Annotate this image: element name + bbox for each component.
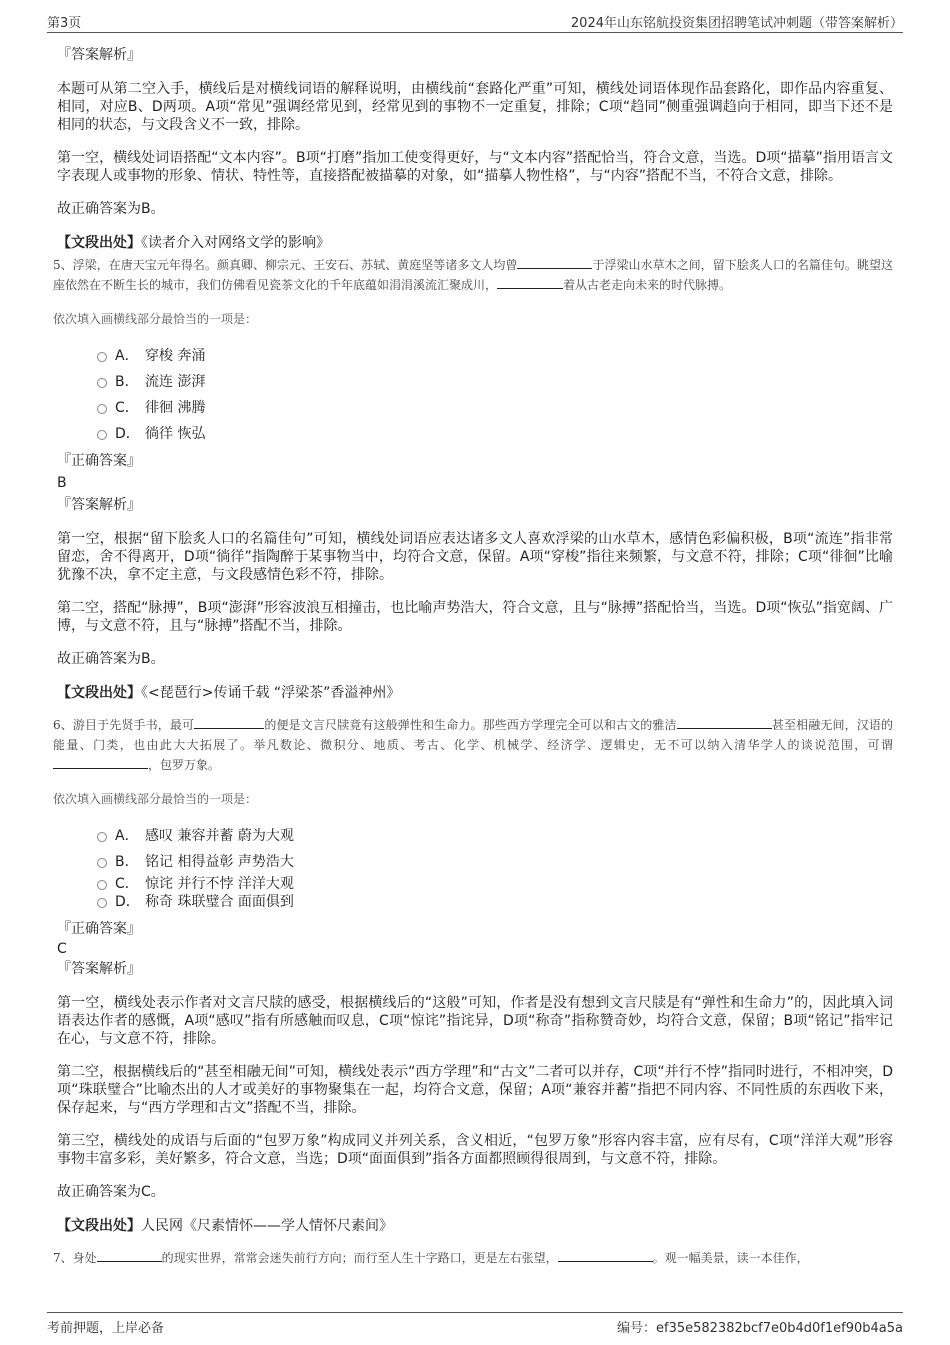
radio-button[interactable]: [97, 378, 107, 388]
analysis-label: 『答案解析』: [57, 47, 141, 63]
page-footer: [47, 1312, 903, 1337]
page-number: 第3页: [47, 16, 82, 31]
analysis-paragraph: 第二空，根据横线后的“甚至相融无间”可知，横线处表示“西方学理”和“古文”二者可以并存，C项“并行不悖”指同时进行，不相冲突，D项“珠联璧合”比喻杰出的人才或美好的事物聚集在一起，均符合文意，保留；A项“兼容并蓄”指把不同内容、不同性质的东西收下来，保存起来，与“西方学理和古文”搭配不当，排除。: [57, 1064, 893, 1116]
correct-answer: C: [57, 941, 67, 957]
page-header: [47, 10, 903, 33]
option-b[interactable]: B． 流连 澎湃: [97, 369, 893, 395]
blank-line: [558, 1249, 653, 1262]
question-6-stem: 6、游目于先贤手书，最可 的便是文言尺牍竟有这般弹性和生命力。那些西方学理完全可以和古文的雅洁 甚至相融无间，汉语的能量、门类，也由此大大拓展了。举凡数论、微积分、地质、考古、化学、机械学、经济学、逻辑史，无不可以纳入清华学人的谈说范围，可谓，包罗万象。: [53, 718, 893, 772]
radio-button[interactable]: [97, 898, 107, 908]
analysis-paragraph: 本题可从第二空入手，横线后是对横线词语的解释说明，由横线前“套路化严重”可知，横线处词语体现作品套路化，即作品内容重复、相同，对应B、D两项。A项“常见”强调经常见到，经常见到的事物不一定重复，排除；C项“趋同”侧重强调趋向于相同，即当下还不是相同的状态，与文段含义不一致，排除。: [57, 81, 893, 133]
analysis-paragraph: 第二空，搭配“脉搏”，B项“澎湃”形容波浪互相撞击，也比喻声势浩大，符合文意，且与“脉搏”搭配恰当，当选。D项“恢弘”指宽阔、广博，与文意不符，且与“脉搏”搭配不当，排除。: [57, 600, 893, 634]
question-7-stem: 7、身处 的现实世界，常常会迷失前行方向；而行至人生十字路口，更是左右张望， 。观一幅美景，读一本佳作，: [53, 1251, 809, 1265]
option-c[interactable]: C． 惊诧 并行不悖 洋洋大观: [97, 875, 893, 893]
analysis-paragraph: 故正确答案为B。: [57, 201, 165, 217]
option-c[interactable]: C． 徘徊 沸腾: [97, 395, 893, 421]
blank-line: [194, 716, 264, 729]
radio-button[interactable]: [97, 858, 107, 868]
question-6-options: [97, 823, 893, 913]
analysis-paragraph: 第三空，横线处的成语与后面的“包罗万象”构成同义并列关系，含义相近，“包罗万象”形容内容丰富，应有尽有，C项“洋洋大观”形容事物丰富多彩，美好繁多，符合文意，当选；D项“面面俱到”指各方面都照顾得很周到，与文意不符，排除。: [57, 1133, 893, 1167]
question-5-stem: 5、浮梁，在唐天宝元年得名。颜真卿、柳宗元、王安石、苏轼、黄庭坚等诸多文人均曾 于浮梁山水草木之间，留下脍炙人口的名篇佳句。眺望这座依然在不断生长的城市，我们仿佛看见瓷茶文化的千年底蕴如涓涓溪流汇聚成川， 着从古老走向未来的时代脉搏。: [53, 258, 893, 292]
option-d[interactable]: D． 称奇 珠联璧合 面面俱到: [97, 893, 893, 913]
radio-button[interactable]: [97, 832, 107, 842]
question-5-options: [97, 343, 893, 447]
question-prompt: 依次填入画横线部分最恰当的一项是：: [53, 312, 258, 326]
analysis-paragraph: 故正确答案为B。: [57, 651, 165, 667]
option-d[interactable]: D． 徜徉 恢弘: [97, 421, 893, 447]
analysis-label: 『答案解析』: [57, 961, 141, 977]
document-title: 2024年山东铭航投资集团招聘笔试冲刺题（带答案解析）: [570, 16, 903, 31]
blank-line: [97, 1249, 162, 1262]
question-prompt: 依次填入画横线部分最恰当的一项是：: [53, 792, 258, 806]
footer-slogan: 考前押题，上岸必备: [47, 1321, 165, 1336]
correct-answer-label: 『正确答案』: [57, 453, 141, 469]
correct-answer-label: 『正确答案』: [57, 921, 141, 937]
source-citation: 【文段出处】《读者介入对网络文学的影响》: [57, 235, 330, 251]
option-b[interactable]: B． 铭记 相得益彰 声势浩大: [97, 849, 893, 875]
blank-line: [517, 256, 592, 269]
radio-button[interactable]: [97, 352, 107, 362]
radio-button[interactable]: [97, 430, 107, 440]
analysis-label: 『答案解析』: [57, 497, 141, 513]
analysis-paragraph: 第一空，横线处词语搭配“文本内容”。B项“打磨”指加工使变得更好，与“文本内容”搭配恰当，符合文意，当选。D项“描摹”指用语言文字表现人或事物的形象、情状、特性等，直接搭配被描摹的对象，如“描摹人物性格”，与“内容”搭配不当，不符合文意，排除。: [57, 150, 893, 184]
source-citation: 【文段出处】《<琵琶行>传诵千载 “浮梁茶”香溢神州》: [57, 685, 401, 701]
source-citation: 【文段出处】人民网《尺素情怀——学人情怀尺素间》: [57, 1218, 393, 1234]
analysis-paragraph: 第一空，横线处表示作者对文言尺牍的感受，根据横线后的“这般”可知，作者是没有想到文言尺牍是有“弹性和生命力”的，因此填入词语表达作者的感慨，A项“感叹”指有所感触而叹息，C项“惊诧”指诧异，D项“称奇”指称赞奇妙，均符合文意，保留；B项“铭记”指牢记在心，与文意不符，排除。: [57, 995, 893, 1047]
option-a[interactable]: A． 穿梭 奔涌: [97, 343, 893, 369]
blank-line: [677, 716, 772, 729]
analysis-paragraph: 第一空，根据“留下脍炙人口的名篇佳句”可知，横线处词语应表达诸多文人喜欢浮梁的山水草木，感情色彩偏积极，B项“流连”指非常留恋，舍不得离开，D项“徜徉”指陶醉于某事物当中，均符合文意，保留。A项“穿梭”指往来频繁，与文意不符，排除；C项“徘徊”比喻犹豫不决，拿不定主意，与文段感情色彩不符，排除。: [57, 531, 893, 583]
document-body: [53, 45, 893, 1280]
correct-answer: B: [57, 475, 67, 491]
radio-button[interactable]: [97, 880, 107, 890]
blank-line: [497, 276, 563, 289]
analysis-paragraph: 故正确答案为C。: [57, 1184, 165, 1200]
document-id: 编号：ef35e582382bcf7e0b4d0f1ef90b4a5a: [617, 1321, 903, 1336]
radio-button[interactable]: [97, 404, 107, 414]
blank-line: [53, 756, 148, 769]
option-a[interactable]: A． 感叹 兼容并蓄 蔚为大观: [97, 823, 893, 849]
